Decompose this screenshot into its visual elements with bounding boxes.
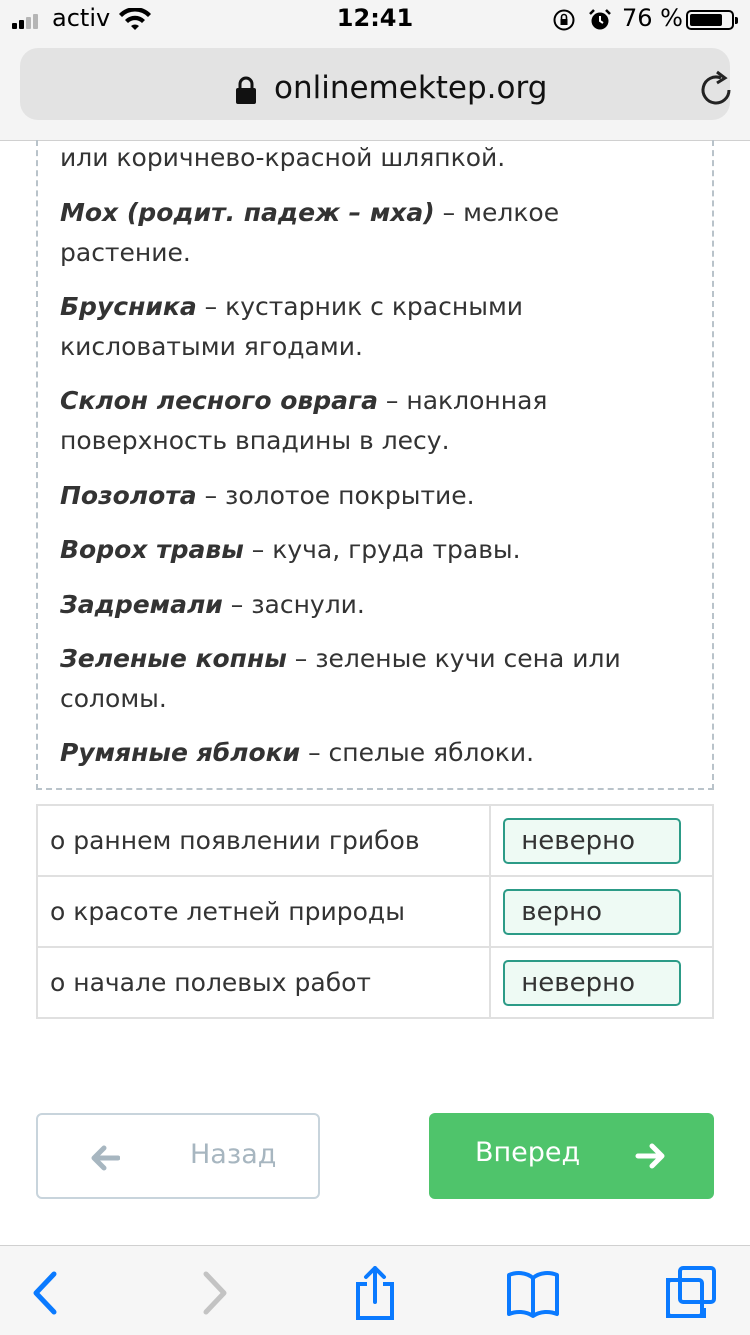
glossary-definition: – золотое покрытие. — [196, 481, 475, 510]
answer-chip[interactable]: неверно — [503, 960, 681, 1006]
glossary-line — [60, 138, 505, 178]
glossary-term: Зеленые копны — [60, 644, 287, 673]
glossary-definition: или коричнево-красной шляпкой. — [60, 143, 506, 172]
back-nav-icon[interactable] — [20, 1266, 74, 1320]
glossary-term: Брусника — [60, 292, 197, 321]
glossary-definition: – кустарник с красными — [196, 292, 524, 321]
battery-icon — [686, 10, 734, 30]
bookmarks-icon[interactable] — [506, 1266, 560, 1320]
clock: 12:41 — [336, 4, 414, 32]
glossary-line — [60, 733, 534, 773]
question-cell: о начале полевых работ — [37, 947, 490, 1018]
browser-toolbar — [0, 1245, 750, 1335]
url-text[interactable]: onlinemektep.org — [274, 70, 548, 106]
answers-table — [36, 804, 714, 1019]
glossary-line — [60, 233, 191, 273]
glossary-line — [60, 585, 365, 625]
question-cell: о красоте летней природы — [37, 876, 490, 947]
glossary-definition: – наклонная — [377, 386, 548, 415]
glossary-term: Задремали — [60, 590, 223, 619]
glossary-term: Склон лесного оврага — [60, 386, 378, 415]
glossary-definition: – зеленые кучи сена или — [286, 644, 621, 673]
glossary-line — [60, 193, 559, 233]
reload-icon[interactable] — [696, 70, 736, 110]
next-button[interactable] — [429, 1113, 714, 1199]
glossary-line — [60, 381, 547, 421]
glossary-definition: – куча, груда травы. — [243, 535, 521, 564]
status-bar — [0, 0, 750, 40]
glossary-line — [60, 679, 167, 719]
answer-chip[interactable]: неверно — [503, 818, 681, 864]
answer-cell — [490, 876, 713, 947]
question-cell: о раннем появлении грибов — [37, 805, 490, 876]
arrow-right-icon — [635, 1143, 667, 1169]
glossary-line — [60, 327, 363, 367]
table-row — [37, 876, 713, 947]
glossary-line — [60, 287, 523, 327]
glossary-definition: поверхность впадины в лесу. — [60, 426, 450, 455]
answer-cell — [490, 805, 713, 876]
glossary-term: Мох (родит. падеж – мха) — [60, 198, 435, 227]
glossary-term: Ворох травы — [60, 535, 244, 564]
glossary-definition: – спелые яблоки. — [300, 738, 535, 767]
glossary-definition: кисловатыми ягодами. — [60, 332, 363, 361]
tabs-icon[interactable] — [664, 1266, 718, 1320]
carrier-name: activ — [52, 4, 111, 32]
glossary-definition: соломы. — [60, 684, 167, 713]
next-button-label: Вперед — [475, 1137, 581, 1168]
glossary-definition: – заснули. — [222, 590, 365, 619]
glossary-term: Румяные яблоки — [60, 738, 301, 767]
browser-header — [0, 40, 750, 141]
back-button[interactable] — [36, 1113, 320, 1199]
glossary-term: Позолота — [60, 481, 197, 510]
share-icon[interactable] — [348, 1266, 402, 1320]
table-row — [37, 947, 713, 1018]
back-button-label: Назад — [190, 1139, 277, 1170]
answer-cell — [490, 947, 713, 1018]
alarm-icon — [588, 8, 612, 32]
forward-nav-icon[interactable] — [186, 1266, 240, 1320]
arrow-left-icon — [90, 1145, 120, 1171]
orientation-lock-icon — [552, 8, 576, 32]
glossary-line — [60, 639, 621, 679]
battery-percent: 76 % — [622, 4, 683, 32]
glossary-definition: растение. — [60, 238, 191, 267]
glossary-line — [60, 476, 475, 516]
glossary-definition: – мелкое — [434, 198, 560, 227]
answer-chip[interactable]: верно — [503, 889, 681, 935]
padlock-icon — [236, 76, 256, 104]
glossary-line — [60, 421, 450, 461]
glossary-line — [60, 530, 521, 570]
glossary-box — [36, 140, 714, 790]
table-row — [37, 805, 713, 876]
address-bar[interactable] — [20, 48, 730, 120]
